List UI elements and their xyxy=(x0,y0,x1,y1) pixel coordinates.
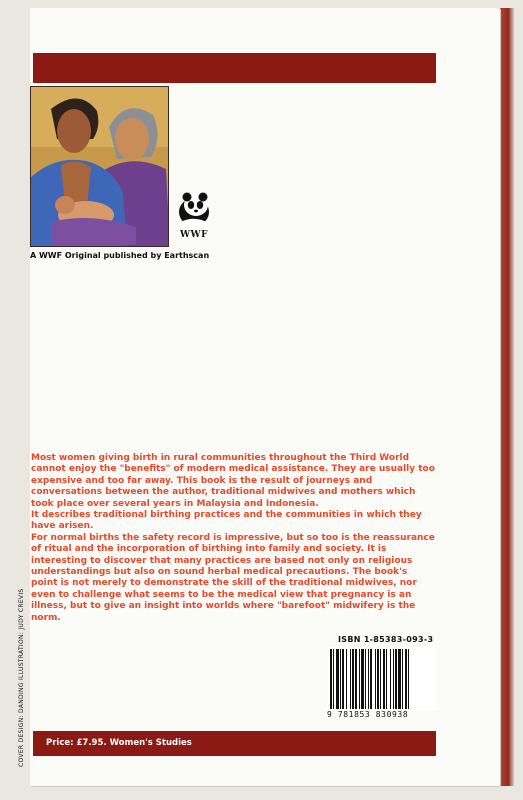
barcode-bar xyxy=(398,649,401,709)
barcode-bar xyxy=(383,649,385,709)
spine-edge xyxy=(500,8,514,786)
barcode-bar xyxy=(350,649,351,709)
barcode-bar xyxy=(377,649,379,709)
barcode-number: 9 781853 830938 xyxy=(327,710,409,719)
wwf-logo xyxy=(172,188,216,250)
blurb-paragraph: It describes traditional birthing practices and the communities in which they have arisen. xyxy=(31,510,422,532)
cover-illustration xyxy=(30,86,169,247)
panda-icon xyxy=(174,188,214,228)
barcode-bar xyxy=(340,649,341,709)
barcode-bar xyxy=(361,649,364,709)
barcode-bar xyxy=(346,649,347,709)
price-bar xyxy=(33,731,436,756)
isbn-label: ISBN 1-85383-093-3 xyxy=(338,635,434,644)
barcode-bar xyxy=(390,649,391,709)
barcode-bar xyxy=(352,649,354,709)
barcode-bar xyxy=(380,649,381,709)
cover-credits: COVER DESIGN: DANDING ILLUSTRATION: JUDY CREVIS xyxy=(18,588,25,767)
barcode-bar xyxy=(402,649,403,709)
barcode-bar xyxy=(359,649,360,709)
barcode-bar xyxy=(393,649,394,709)
back-cover-blurb xyxy=(31,453,436,624)
barcode xyxy=(327,647,437,711)
barcode-bar xyxy=(395,649,397,709)
barcode-bar xyxy=(355,649,357,709)
top-color-bar xyxy=(33,53,436,83)
price-label: Price: £7.95. Women's Studies xyxy=(46,738,192,748)
blurb-paragraph: For normal births the safety record is impressive, but so too is the reassurance of ritual and the incorporation of birthing into family and society. It is interesting to discover that many practices are based not only on religious understandings but also on sound herbal medical precautions. The book's point is not merely to demonstrate the skill of the traditional midwives, nor even to challenge what seems to be the medical view that pregnancy is an illness, but to give an insight into worlds where "barefoot" midwifery is the norm. xyxy=(31,532,435,623)
publisher-line: A WWF Original published by Earthscan xyxy=(30,251,210,260)
barcode-bar xyxy=(365,649,366,709)
barcode-bar xyxy=(342,649,344,709)
wwf-logo-label: WWF xyxy=(179,230,209,240)
barcode-bar xyxy=(368,649,369,709)
barcode-bar xyxy=(386,649,387,709)
barcode-bar xyxy=(330,649,332,709)
barcode-bar xyxy=(375,649,376,709)
barcode-bar xyxy=(370,649,372,709)
barcode-bar xyxy=(333,649,334,709)
barcode-bar xyxy=(405,649,407,709)
barcode-bar xyxy=(336,649,339,709)
barcode-bar xyxy=(408,649,409,709)
blurb-paragraph: Most women giving birth in rural communities throughout the Third World cannot enjoy the "benefits" of modern medical assistance. They are usually too expensive and too far away. This book is the result of journeys and conversations between the author, traditional midwives and mothers which took place over several years in Malaysia and Indonesia. xyxy=(31,453,435,509)
